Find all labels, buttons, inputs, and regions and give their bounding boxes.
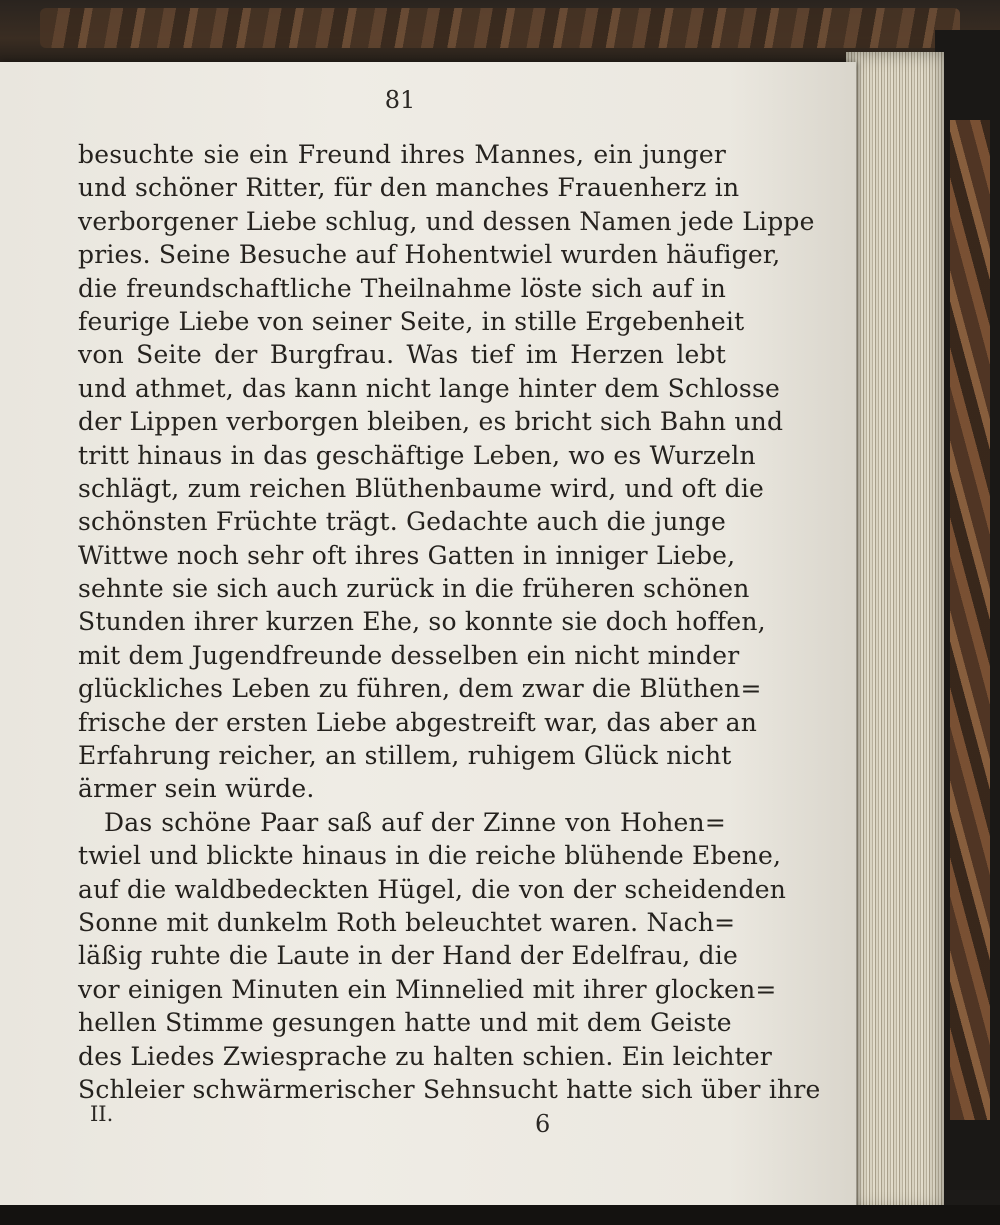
body-text: [78, 138, 821, 1106]
text-line: von Seite der Burgfrau. Was tief im Herzen lebt: [78, 340, 726, 370]
bottom-shadow: [0, 1205, 1000, 1225]
text-line: des Liedes Zwiesprache zu halten schien. Ein leichter: [78, 1041, 773, 1071]
text-line: und schöner Ritter, für den manches Frauenherz in: [78, 173, 740, 203]
text-line: glückliches Leben zu führen, dem zwar die Blüthen=: [78, 674, 762, 704]
signature-mark: II.: [90, 1102, 114, 1126]
text-line: Erfahrung reicher, an stillem, ruhigem Glück nicht: [78, 741, 732, 771]
text-line: schlägt, zum reichen Blüthenbaume wird, und oft die: [78, 473, 765, 503]
text-line: vor einigen Minuten ein Minnelied mit ihrer glocken=: [78, 974, 777, 1004]
text-line: feurige Liebe von seiner Seite, in stille Ergebenheit: [78, 306, 745, 336]
text-line: tritt hinaus in das geschäftige Leben, wo es Wurzeln: [78, 440, 756, 470]
text-line: mit dem Jugendfreunde desselben ein nicht minder: [78, 640, 740, 670]
text-line: schönsten Früchte trägt. Gedachte auch die junge: [78, 507, 726, 537]
text-line: und athmet, das kann nicht lange hinter dem Schlosse: [78, 373, 780, 403]
text-line: der Lippen verborgen bleiben, es bricht sich Bahn und: [78, 407, 784, 437]
page-edges: [846, 52, 944, 1212]
text-line: Sonne mit dunkelm Roth beleuchtet waren. Nach=: [78, 907, 736, 937]
page-number: 81: [384, 86, 416, 114]
marbled-cover-top: [40, 8, 960, 48]
text-line: sehnte sie sich auch zurück in die früheren schönen: [78, 574, 750, 604]
marbled-cover-edge: [950, 120, 990, 1120]
text-line: läßig ruhte die Laute in der Hand der Edelfrau, die: [78, 941, 738, 971]
text-line: Wittwe noch sehr oft ihres Gatten in inniger Liebe,: [78, 540, 736, 570]
text-line: verborgener Liebe schlug, und dessen Namen jede Lippe: [78, 206, 815, 236]
text-line: die freundschaftliche Theilnahme löste sich auf in: [78, 273, 726, 303]
footer-number: 6: [535, 1110, 551, 1138]
text-line: frische der ersten Liebe abgestreift war, das aber an: [78, 707, 758, 737]
text-line: besuchte sie ein Freund ihres Mannes, ein junger: [78, 140, 726, 169]
text-line: Schleier schwärmerischer Sehnsucht hatte sich über ihre: [78, 1074, 821, 1104]
text-line: twiel und blickte hinaus in die reiche blühende Ebene,: [78, 841, 782, 871]
text-line: pries. Seine Besuche auf Hohentwiel wurden häufiger,: [78, 240, 781, 270]
text-line: auf die waldbedeckten Hügel, die von der scheidenden: [78, 874, 787, 904]
text-line: hellen Stimme gesungen hatte und mit dem Geiste: [78, 1008, 732, 1038]
text-line: ärmer sein würde.: [78, 774, 315, 804]
text-line: Stunden ihrer kurzen Ehe, so konnte sie doch hoffen,: [78, 607, 766, 637]
text-line: Das schöne Paar saß auf der Zinne von Hohen=: [104, 807, 726, 837]
